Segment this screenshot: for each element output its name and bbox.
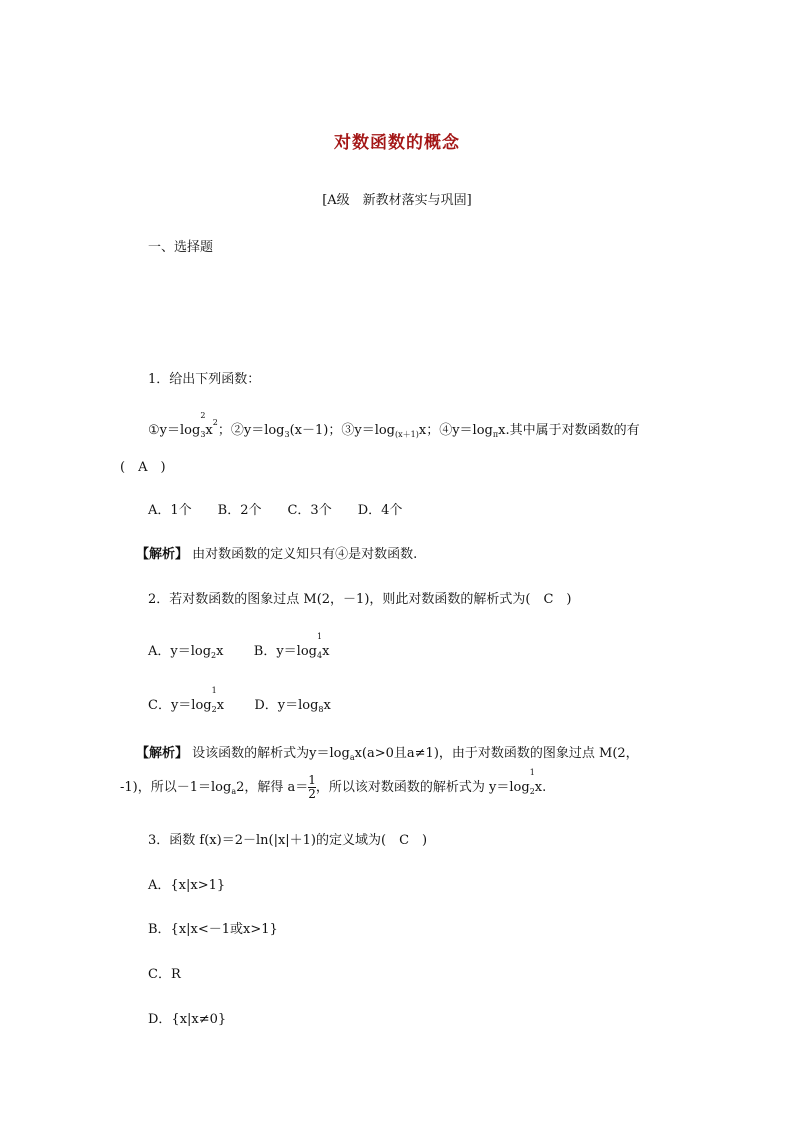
q1-item4-base: π [492, 430, 499, 439]
q2-optC-arg: x [216, 698, 225, 713]
q1-item3-base: (x＋1) [395, 430, 419, 439]
q1-item1-exp: 2 [212, 418, 218, 427]
q1-item2-base: 3 [284, 430, 290, 439]
q1-item1-base-stack [200, 411, 206, 439]
page-subtitle: [A级 新教材落实与巩固] [322, 193, 472, 208]
q1-answer: ( A ) [120, 460, 166, 475]
q3-optB: B．{x|x<－1或x>1} [148, 922, 278, 937]
q2-analysis-l2-base2-stack [529, 768, 535, 796]
q2-analysis-frac-num: 1 [308, 773, 316, 787]
q1-stem: 1．给出下列函数： [148, 372, 261, 387]
q2-analysis-frac-den: 2 [308, 787, 316, 801]
q2-analysis-l2-base2: 2 [529, 787, 535, 796]
q2-options-ab [148, 632, 330, 660]
q2-analysis-fraction [308, 774, 316, 801]
section-heading: 一、选择题 [148, 240, 214, 255]
q2-optC-prefix: C．y＝log [148, 698, 212, 713]
q1-item3: ；③y＝log [328, 423, 395, 438]
page-title: 对数函数的概念 [334, 133, 460, 153]
q2-optD-arg: x [323, 698, 331, 713]
q1-functions [148, 411, 640, 440]
q2-analysis-l2-top: 1 [529, 768, 535, 777]
q2-stem: 2．若对数函数的图象过点 M(2，－1)，则此对数函数的解析式为( C ) [148, 592, 572, 607]
q2-optB-arg: x [322, 644, 330, 659]
q2-optC-base: 2 [211, 705, 217, 714]
q2-analysis-l1-rest: x(a>0且a≠1)，由于对数函数的图象过点 M(2， [354, 746, 639, 761]
q2-optA-base: 2 [211, 651, 217, 660]
q1-item1-base: 3 [200, 430, 206, 439]
q2-optD-base: 8 [318, 705, 324, 714]
q2-optA-prefix: A．y＝log [148, 644, 212, 659]
q2-optC-top: 1 [211, 686, 217, 695]
q2-analysis-line1 [136, 742, 639, 762]
q2-analysis-l2b: 2，解得 a＝ [236, 780, 309, 795]
q2-analysis-l1-base: a [349, 753, 355, 762]
q2-analysis-l2c: ，所以该对数函数的解析式为 y＝log [315, 780, 530, 795]
q2-options-cd [148, 686, 331, 714]
q3-optD: D．{x|x≠0} [148, 1012, 227, 1027]
q3-optC: C．R [148, 967, 181, 982]
q1-analysis-label: 【解析】 [136, 547, 189, 562]
q1-item4-arg: x.其中属于对数函数的有 [498, 423, 640, 438]
q1-item4: ；④y＝log [426, 423, 493, 438]
q1-item3-arg: x [418, 423, 427, 438]
q2-optD-prefix: D．y＝log [254, 698, 319, 713]
q2-analysis-l1: 设该函数的解析式为y＝log [192, 746, 350, 761]
q1-item1-top: 2 [200, 411, 206, 420]
q2-analysis-l2a: -1)，所以－1＝log [120, 780, 232, 795]
q2-analysis-label: 【解析】 [136, 746, 189, 761]
q1-item1-prefix: ①y＝log [148, 423, 201, 438]
q3-stem: 3．函数 f(x)＝2－ln(|x|＋1)的定义域为( C ) [148, 833, 428, 848]
q2-optB-prefix: B．y＝log [253, 644, 317, 659]
q2-analysis-l2-base: a [231, 787, 237, 796]
q2-optA-arg: x [216, 644, 224, 659]
q2-optB-top: 1 [316, 632, 323, 641]
q1-analysis [136, 543, 417, 562]
q2-optC-base-stack [211, 686, 217, 714]
q3-optA: A．{x|x>1} [148, 878, 226, 893]
q1-item2: ；②y＝log [217, 423, 285, 438]
q2-analysis-l2d: x. [534, 780, 547, 795]
q1-analysis-text: 由对数函数的定义知只有④是对数函数. [192, 547, 418, 562]
q2-optB-base-stack [316, 632, 323, 660]
q1-options: A．1个 B．2个 C．3个 D．4个 [148, 503, 403, 518]
q1-item2-arg: (x－1) [289, 423, 329, 438]
q1-item1-arg: x [205, 423, 213, 438]
q2-optB-base: 4 [316, 651, 323, 660]
q2-analysis-line2 [120, 768, 547, 801]
